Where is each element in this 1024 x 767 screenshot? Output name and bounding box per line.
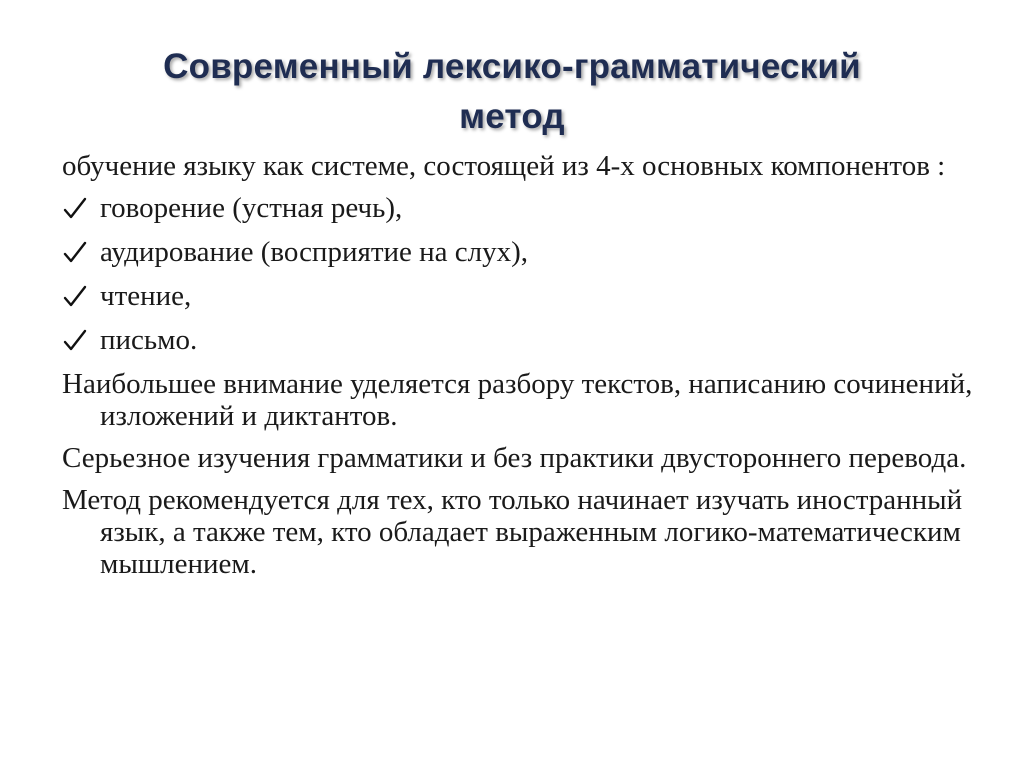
checkmark-icon [62,238,88,266]
list-item-label: говорение (устная речь), [100,192,403,224]
list-item [62,236,982,268]
checkmark-icon [62,194,88,222]
list-item-label: чтение, [100,280,192,312]
paragraph-grammar: Серьезное изучения грамматики и без практики двустороннего перевода. [62,442,967,474]
checkmark-icon [62,282,88,310]
paragraph-focus: Наибольшее внимание уделяется разбору текстов, написанию сочинений, изложений и диктантов. [62,368,973,432]
title-line-1: Современный лексико-грамматический [163,47,861,86]
list-item [62,192,982,224]
paragraph-recommendation: Метод рекомендуется для тех, кто только начинает изучать иностранный язык, а также тем, кто обладает выраженным логико-математическим мышлением. [62,484,963,580]
list-item-label: письмо. [100,324,198,356]
slide-body [62,150,982,590]
list-item-label: аудирование (восприятие на слух), [100,236,529,268]
checkmark-icon [62,326,88,354]
intro-text: обучение языку как системе, состоящей из 4-х основных компонентов : [62,150,946,182]
component-list [62,192,982,356]
list-item [62,280,982,312]
list-item [62,324,982,356]
title-line-2: метод [459,97,565,136]
slide-title [60,42,964,142]
